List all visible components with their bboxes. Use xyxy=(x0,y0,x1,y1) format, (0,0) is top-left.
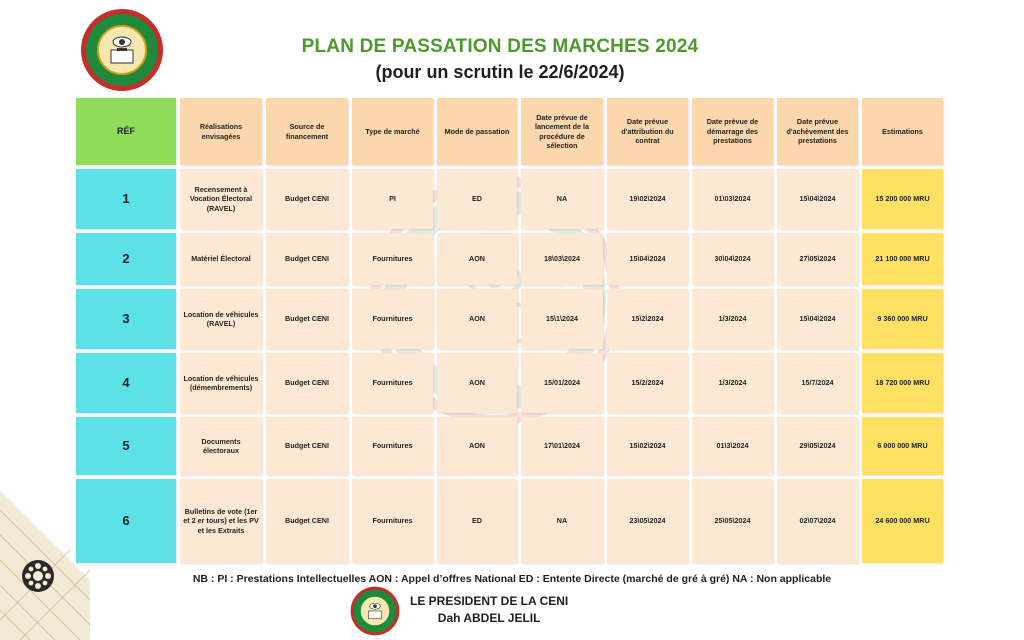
header-attribution: Date prévue d'attribution du contrat xyxy=(607,98,688,165)
table-cell-realisation: Bulletins de vote (1er et 2 er tours) et les PV et les Extraits xyxy=(180,479,262,563)
header-realisations: Réalisations envisagées xyxy=(180,98,262,165)
table-cell-attribution: 15\2\2024 xyxy=(607,289,688,349)
table-row-ref: 5 xyxy=(76,417,176,475)
table-cell-realisation: Location de véhicules (démembrements) xyxy=(180,353,262,413)
signature-title: LE PRESIDENT DE LA CENI xyxy=(410,594,569,608)
table-cell-source: Budget CENI xyxy=(266,479,348,563)
header-achevement: Date prévue d'achèvement des prestations xyxy=(777,98,858,165)
header-source: Source de financement xyxy=(266,98,348,165)
header-mode: Mode de passation xyxy=(437,98,517,165)
table-cell-realisation: Location de véhicules (RAVEL) xyxy=(180,289,262,349)
table-cell-type: Fournitures xyxy=(352,353,433,413)
table-cell-demarrage: 25\05\2024 xyxy=(692,479,773,563)
table-cell-attribution: 19\02\2024 xyxy=(607,169,688,229)
table-cell-achevement: 27\05\2024 xyxy=(777,233,858,285)
table-cell-type: Fournitures xyxy=(352,417,433,475)
table-cell-lancement: 15\1\2024 xyxy=(521,289,603,349)
signature-name: Dah ABDEL JELIL xyxy=(437,611,541,626)
table-cell-estimation: 21 100 000 MRU xyxy=(862,233,943,285)
table-cell-type: PI xyxy=(352,169,433,229)
table-row-ref: 3 xyxy=(76,289,176,349)
page-subtitle: (pour un scrutin le 22/6/2024) xyxy=(375,62,625,82)
table-cell-achevement: 15/7/2024 xyxy=(777,353,858,413)
table-cell-achevement: 29\05\2024 xyxy=(777,417,858,475)
table-row-ref: 2 xyxy=(76,233,176,285)
table-cell-estimation: 18 720 000 MRU xyxy=(862,353,943,413)
header-lancement: Date prévue de lancement de la procédure de sélection xyxy=(521,98,603,165)
footnote-abbreviations: NB : PI : Prestations Intellectuelles AON : Appel d’offres National ED : Entente Directe (marché de gré à gré) NA : Non applicable xyxy=(192,573,832,585)
page-title: PLAN DE PASSATION DES MARCHES 2024 xyxy=(301,36,699,57)
header-demarrage: Date prévue de démarrage des prestations xyxy=(692,98,773,165)
header-type: Type de marché xyxy=(352,98,433,165)
header-estimations: Estimations xyxy=(862,98,943,165)
table-cell-type: Fournitures xyxy=(352,233,433,285)
table-cell-mode: ED xyxy=(437,169,517,229)
table-cell-source: Budget CENI xyxy=(266,353,348,413)
procurement-table xyxy=(76,98,943,563)
table-cell-estimation: 24 600 000 MRU xyxy=(862,479,943,563)
table-cell-attribution: 23\05\2024 xyxy=(607,479,688,563)
table-row-ref: 6 xyxy=(76,479,176,563)
table-cell-realisation: Matériel Électoral xyxy=(180,233,262,285)
table-row-ref: 1 xyxy=(76,169,176,229)
ceni-seal-logo-small-icon xyxy=(350,586,400,636)
table-cell-lancement: NA xyxy=(521,169,603,229)
table-cell-lancement: 17\01\2024 xyxy=(521,417,603,475)
table-cell-achevement: 15\04\2024 xyxy=(777,289,858,349)
table-cell-demarrage: 30\04\2024 xyxy=(692,233,773,285)
header-ref: RÉF xyxy=(76,98,176,165)
table-cell-estimation: 9 360 000 MRU xyxy=(862,289,943,349)
table-cell-achevement: 15\04\2024 xyxy=(777,169,858,229)
table-cell-realisation: Documents électoraux xyxy=(180,417,262,475)
table-cell-attribution: 15/2/2024 xyxy=(607,353,688,413)
table-cell-mode: AON xyxy=(437,417,517,475)
signature-block xyxy=(410,593,568,628)
table-cell-attribution: 15\02\2024 xyxy=(607,417,688,475)
table-cell-source: Budget CENI xyxy=(266,169,348,229)
table-cell-type: Fournitures xyxy=(352,479,433,563)
table-cell-demarrage: 01\03\2024 xyxy=(692,169,773,229)
table-cell-demarrage: 01\3\2024 xyxy=(692,417,773,475)
table-cell-estimation: 15 200 000 MRU xyxy=(862,169,943,229)
table-cell-lancement: NA xyxy=(521,479,603,563)
table-cell-estimation: 6 000 000 MRU xyxy=(862,417,943,475)
table-cell-lancement: 15/01/2024 xyxy=(521,353,603,413)
table-cell-mode: AON xyxy=(437,289,517,349)
table-cell-source: Budget CENI xyxy=(266,417,348,475)
table-cell-attribution: 15\04\2024 xyxy=(607,233,688,285)
table-cell-source: Budget CENI xyxy=(266,233,348,285)
table-cell-achevement: 02\07\2024 xyxy=(777,479,858,563)
table-cell-demarrage: 1/3/2024 xyxy=(692,353,773,413)
table-cell-realisation: Recensement à Vocation Électoral (RAVEL) xyxy=(180,169,262,229)
table-row-ref: 4 xyxy=(76,353,176,413)
table-cell-mode: AON xyxy=(437,233,517,285)
table-cell-mode: AON xyxy=(437,353,517,413)
table-cell-type: Fournitures xyxy=(352,289,433,349)
table-cell-lancement: 18\03\2024 xyxy=(521,233,603,285)
table-cell-source: Budget CENI xyxy=(266,289,348,349)
table-cell-mode: ED xyxy=(437,479,517,563)
table-cell-demarrage: 1/3/2024 xyxy=(692,289,773,349)
